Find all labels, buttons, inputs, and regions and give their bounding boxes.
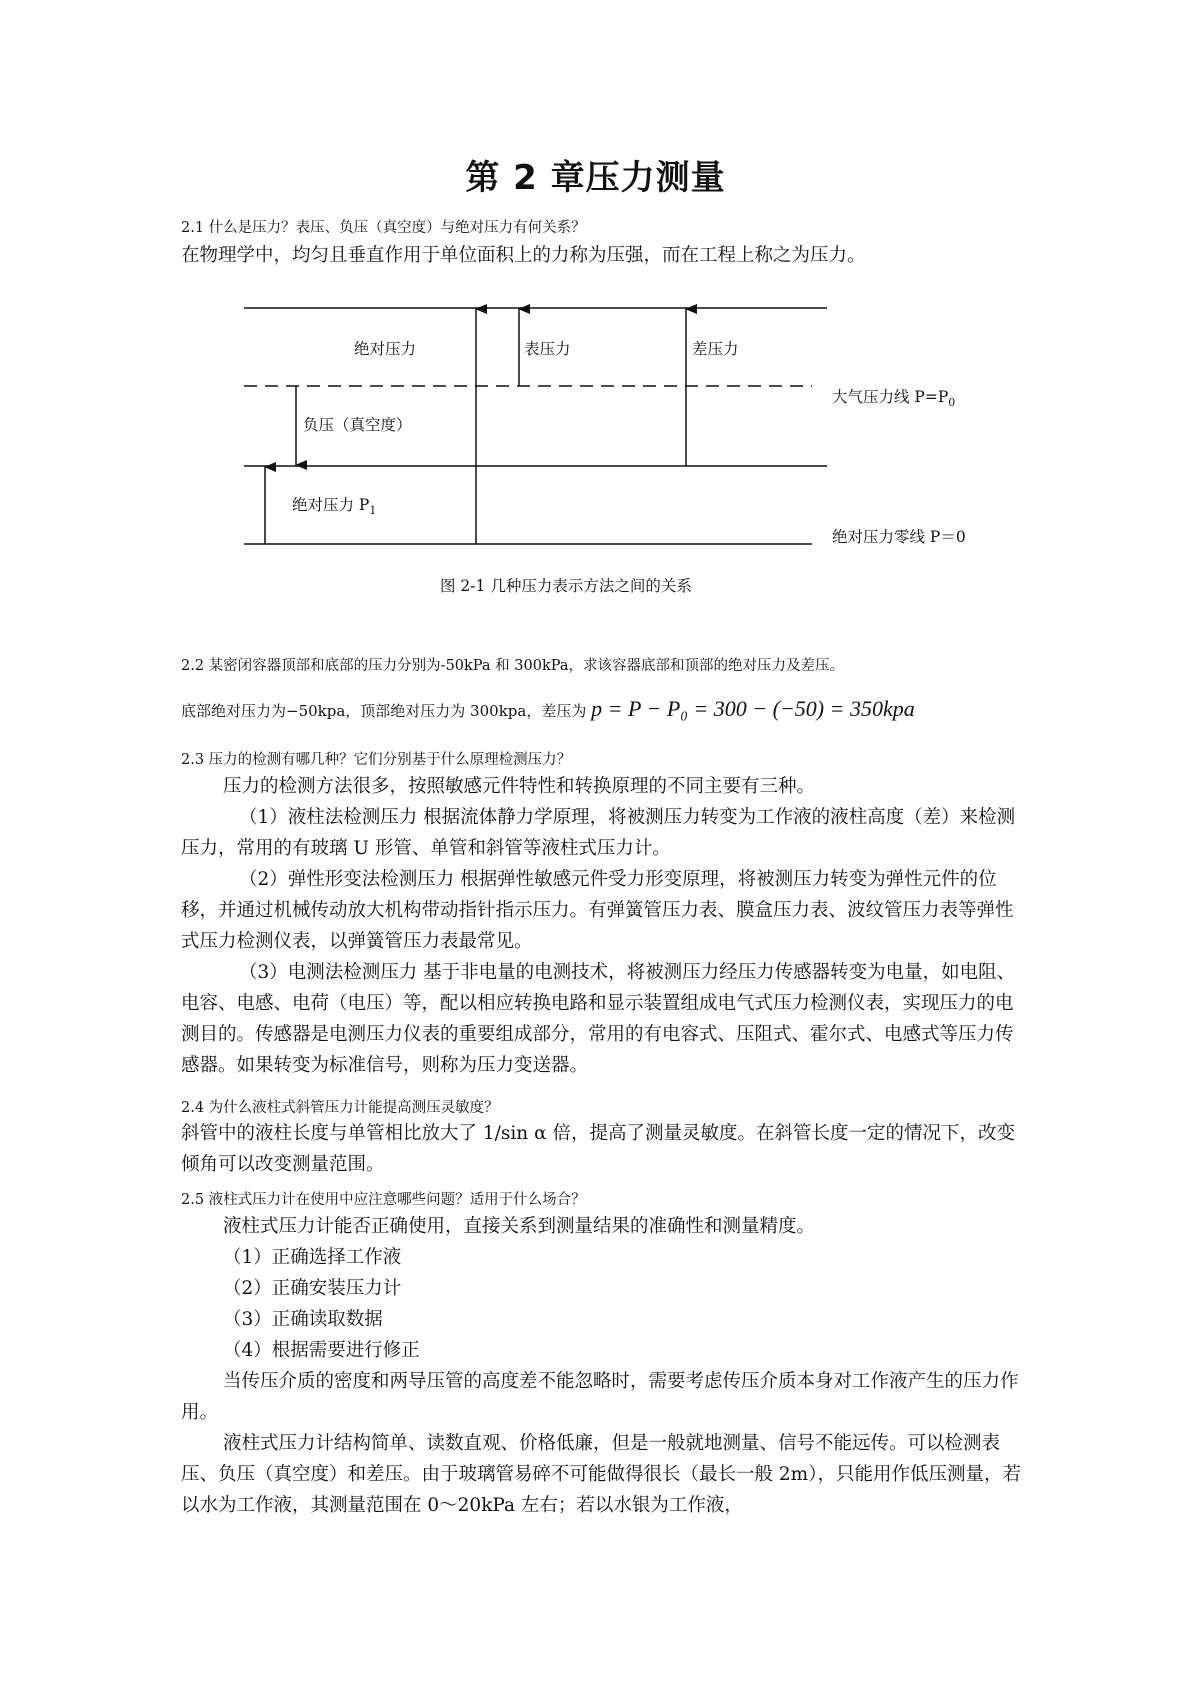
method-1: （1）液柱法检测压力 根据流体静力学原理，将被测压力转变为工作液的液柱高度（差）来检测压力，常用的有玻璃 U 形管、单管和斜管等液柱式压力计。 [181, 807, 1016, 859]
label-gauge: 表压力 [524, 340, 571, 358]
method-3: （3）电测法检测压力 基于非电量的电测技术，将被测压力经压力传感器转变为电量，如电阻、电容、电感、电荷（电压）等，配以相应转换电路和显示装置组成电气式压力检测仪表，实现压力的电测目的。传感器是电测压力仪表的重要组成部分，常用的有电容式、压阻式、霍尔式、电感式等压力传感器。如果转变为标准信号，则称为压力变送器。 [181, 962, 1016, 1076]
answer-2-2 [181, 696, 915, 722]
question-2-5: 2.5 液柱式压力计在使用中应注意哪些问题？适用于什么场合？ [181, 1192, 586, 1208]
answer-2-2-text: 底部绝对压力为−50kpa，顶部绝对压力为 300kpa，差压为 [181, 702, 587, 720]
label-atmospheric: 大气压力线 $P=P_0$ [832, 388, 956, 409]
page-title: 第 2 章压力测量 [465, 158, 726, 198]
label-absolute: 绝对压力 [354, 340, 417, 358]
answer-2-1: 在物理学中，均匀且垂直作用于单位面积上的力称为压强，而在工程上称之为压力。 [181, 245, 866, 266]
section-2-3-body [181, 771, 1029, 1081]
paragraph-medium-density: 当传压介质的密度和两导压管的高度差不能忽略时，需要考虑传压介质本身对工作液产生的压力作用。 [181, 1371, 1019, 1423]
intro-2-5: 液柱式压力计能否正确使用，直接关系到测量结果的准确性和测量精度。 [223, 1216, 816, 1237]
list-item: （4）根据需要进行修正 [223, 1340, 420, 1361]
question-2-1: 2.1 什么是压力？表压、负压（真空度）与绝对压力有何关系？ [181, 220, 586, 236]
section-2-5-body [181, 1211, 1029, 1521]
list-item: （3）正确读取数据 [223, 1309, 383, 1330]
list-item: （2）正确安装压力计 [223, 1278, 402, 1299]
method-2: （2）弹性形变法检测压力 根据弹性敏感元件受力形变原理，将被测压力转变为弹性元件的位移，并通过机械传动放大机构带动指针指示压力。有弹簧管压力表、膜盒压力表、波纹管压力表等弹性式压力检测仪表，以弹簧管压力表最常见。 [181, 869, 1014, 952]
pressure-formula: p = P − P₀ = 300 − (−50) = 350kpa [591, 696, 915, 721]
label-negative: 负压（真空度） [303, 416, 412, 434]
answer-2-4-text: 斜管中的液柱长度与单管相比放大了 1/sin α 倍，提高了测量灵敏度。在斜管长度一定的情况下，改变倾角可以改变测量范围。 [181, 1123, 1015, 1175]
paragraph-application: 液柱式压力计结构简单、读数直观、价格低廉，但是一般就地测量、信号不能远传。可以检测表压、负压（真空度）和差压。由于玻璃管易碎不可能做得很长（最长一般 2m），只能用作低压测量，若以水为工作液，其测量范围在 0～20kPa 左右；若以水银为工作液， [181, 1433, 1021, 1516]
label-zero: 绝对压力零线 P＝0 [832, 528, 966, 546]
pressure-relation-diagram [0, 280, 1191, 570]
question-2-3: 2.3 压力的检测有哪几种？它们分别基于什么原理检测压力？ [181, 752, 572, 768]
list-item: （1）正确选择工作液 [223, 1247, 402, 1268]
intro-2-3: 压力的检测方法很多，按照敏感元件特性和转换原理的不同主要有三种。 [223, 776, 816, 797]
answer-2-4 [181, 1118, 1029, 1180]
question-2-2: 2.2 某密闭容器顶部和底部的压力分别为-50kPa 和 300kPa，求该容器底部和顶部的绝对压力及差压。 [181, 658, 844, 674]
label-absolute-p1: 绝对压力 $P_1$ [292, 496, 377, 517]
label-diff: 差压力 [692, 340, 739, 358]
figure-caption: 图 2-1 几种压力表示方法之间的关系 [440, 577, 692, 595]
question-2-4: 2.4 为什么液柱式斜管压力计能提高测压灵敏度？ [181, 1100, 499, 1116]
